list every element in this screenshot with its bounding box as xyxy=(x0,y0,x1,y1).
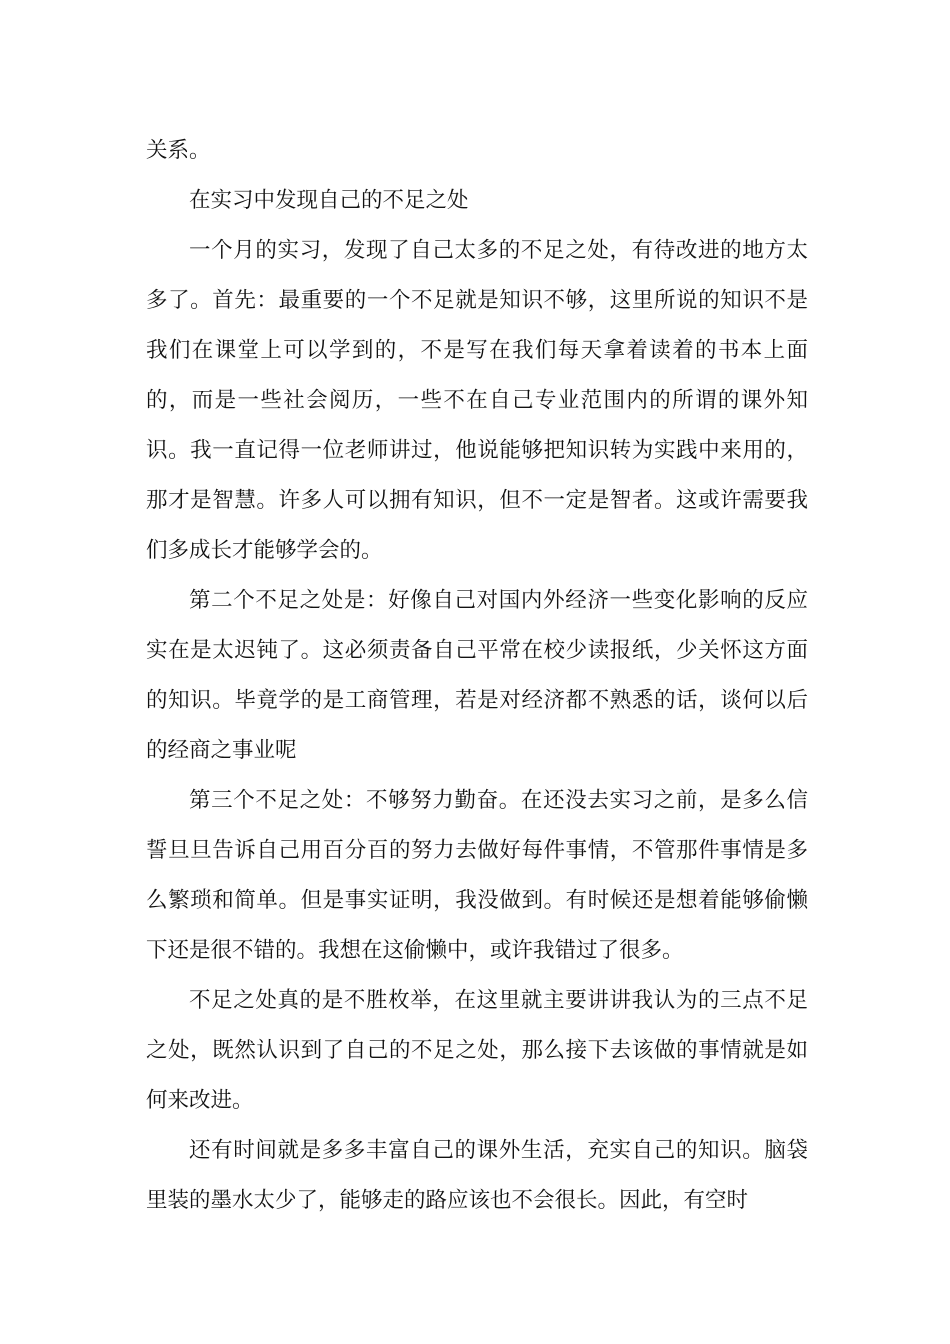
document-body xyxy=(146,126,808,1226)
paragraph-first-shortcoming: 一个月的实习，发现了自己太多的不足之处，有待改进的地方太多了。首先：最重要的一个不足就是知识不够，这里所说的知识不是我们在课堂上可以学到的，不是写在我们每天拿着读着的书本上面的，而是一些社会阅历，一些不在自己专业范围内的所谓的课外知识。我一直记得一位老师讲过，他说能够把知识转为实践中来用的，那才是智慧。许多人可以拥有知识，但不一定是智者。这或许需要我们多成长才能够学会的。 xyxy=(146,238,808,563)
section-heading: 在实习中发现自己的不足之处 xyxy=(189,188,469,213)
paragraph-improvement: 还有时间就是多多丰富自己的课外生活，充实自己的知识。脑袋里装的墨水太少了，能够走的路应该也不会很长。因此，有空时 xyxy=(146,1138,808,1213)
paragraph-continuation: 关系。 xyxy=(146,138,211,163)
paragraph-summary: 不足之处真的是不胜枚举，在这里就主要讲讲我认为的三点不足之处，既然认识到了自己的不足之处，那么接下去该做的事情就是如何来改进。 xyxy=(146,988,808,1113)
paragraph-second-shortcoming: 第二个不足之处是：好像自己对国内外经济一些变化影响的反应实在是太迟钝了。这必须责备自己平常在校少读报纸，少关怀这方面的知识。毕竟学的是工商管理，若是对经济都不熟悉的话，谈何以后的经商之事业呢 xyxy=(146,588,808,763)
paragraph-third-shortcoming: 第三个不足之处：不够努力勤奋。在还没去实习之前，是多么信誓旦旦告诉自己用百分百的努力去做好每件事情，不管那件事情是多么繁琐和简单。但是事实证明，我没做到。有时候还是想着能够偷懒下还是很不错的。我想在这偷懒中，或许我错过了很多。 xyxy=(146,788,808,963)
